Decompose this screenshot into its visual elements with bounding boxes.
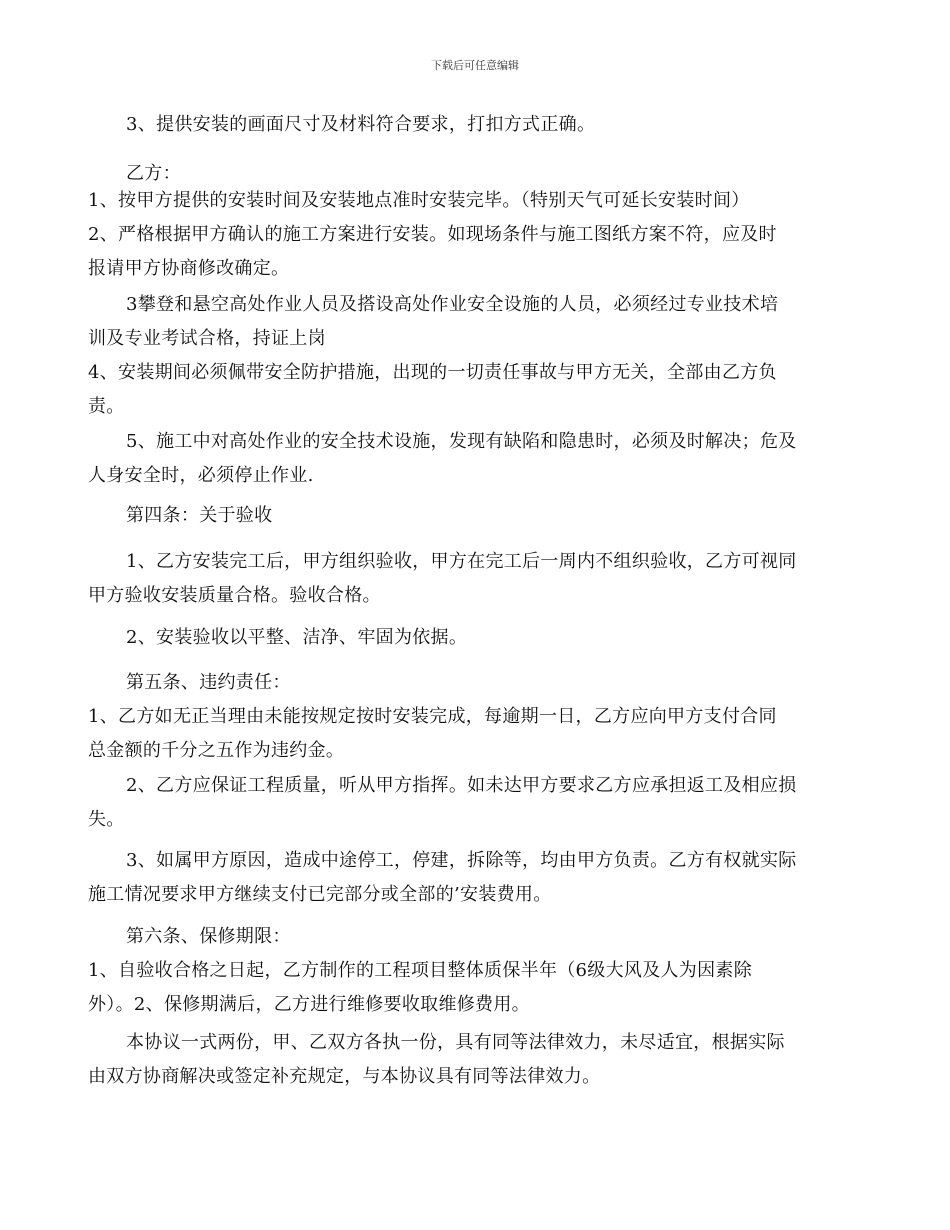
text-line: 乙方： — [126, 163, 181, 184]
text-line: 施工情况要求甲方继续支付已完部分或全部的’安装费用。 — [88, 884, 552, 905]
text-line: 3、提供安装的画面尺寸及材料符合要求，打扣方式正确。 — [126, 114, 596, 135]
text-line: 报请甲方协商修改确定。 — [88, 258, 290, 279]
party-b-items-1-2 — [88, 184, 868, 286]
clause-party-a-3 — [88, 108, 868, 142]
text-line: 3攀登和悬空高处作业人员及搭设高处作业安全设施的人员，必须经过专业技术培 — [126, 294, 779, 315]
text-line: 责。 — [88, 396, 125, 417]
acceptance-item-1 — [88, 545, 868, 613]
acceptance-item-2 — [88, 621, 868, 655]
liability-item-3 — [88, 844, 868, 912]
text-line: 1、乙方如无正当理由未能按规定按时安装完成，每逾期一日，乙方应向甲方支付合同 — [88, 706, 777, 727]
header-note: 下载后可任意编辑 — [431, 59, 519, 72]
closing-paragraph — [88, 1026, 868, 1094]
text-line: 第五条、违约责任： — [126, 672, 291, 693]
party-b-items-3-4 — [88, 288, 868, 424]
text-line: 人身安全时，必须停止作业. — [88, 465, 314, 486]
text-line: 甲方验收安装质量合格。验收合格。 — [88, 585, 381, 606]
text-line: 1、乙方安装完工后，甲方组织验收，甲方在完工后一周内不组织验收，乙方可视同 — [126, 551, 797, 572]
liability-item-2 — [88, 769, 868, 837]
text-line: 第六条、保修期限： — [126, 926, 291, 947]
text-line: 2、严格根据甲方确认的施工方案进行安装。如现场条件与施工图纸方案不符，应及时 — [88, 224, 777, 245]
text-line: 失。 — [88, 809, 125, 830]
text-line: 第四条：关于验收 — [126, 505, 273, 526]
article-four-heading — [88, 499, 868, 533]
text-line: 5、施工中对高处作业的安全技术设施，发现有缺陷和隐患时，必须及时解决；危及 — [126, 431, 797, 452]
text-line: 2、安装验收以平整、洁净、牢固为依据。 — [126, 627, 468, 648]
text-line: 3、如属甲方原因，造成中途停工，停建，拆除等，均由甲方负责。乙方有权就实际 — [126, 850, 797, 871]
text-line: 总金额的千分之五作为违约金。 — [88, 740, 345, 761]
text-line: 1、按甲方提供的安装时间及安装地点准时安装完毕。（特别天气可延长安装时间） — [88, 190, 750, 211]
text-line: 训及专业考试合格，持证上岗 — [88, 328, 326, 349]
party-b-item-5 — [88, 425, 868, 493]
text-line: 本协议一式两份，甲、乙双方各执一份，具有同等法律效力，未尽适宜，根据实际 — [126, 1032, 785, 1053]
article-six-section — [88, 920, 868, 1022]
text-line: 2、乙方应保证工程质量，听从甲方指挥。如未达甲方要求乙方应承担返工及相应损 — [126, 775, 797, 796]
text-line: 4、安装期间必须佩带安全防护措施，出现的一切责任事故与甲方无关，全部由乙方负 — [88, 362, 777, 383]
text-line: 1、自验收合格之日起，乙方制作的工程项目整体质保半年（6级大风及人为因素除 — [88, 960, 753, 981]
text-line: 由双方协商解决或签定补充规定，与本协议具有同等法律效力。 — [88, 1066, 601, 1087]
text-line: 外）。2、保修期满后，乙方进行维修要收取维修费用。 — [88, 994, 530, 1015]
article-five-section — [88, 666, 868, 768]
